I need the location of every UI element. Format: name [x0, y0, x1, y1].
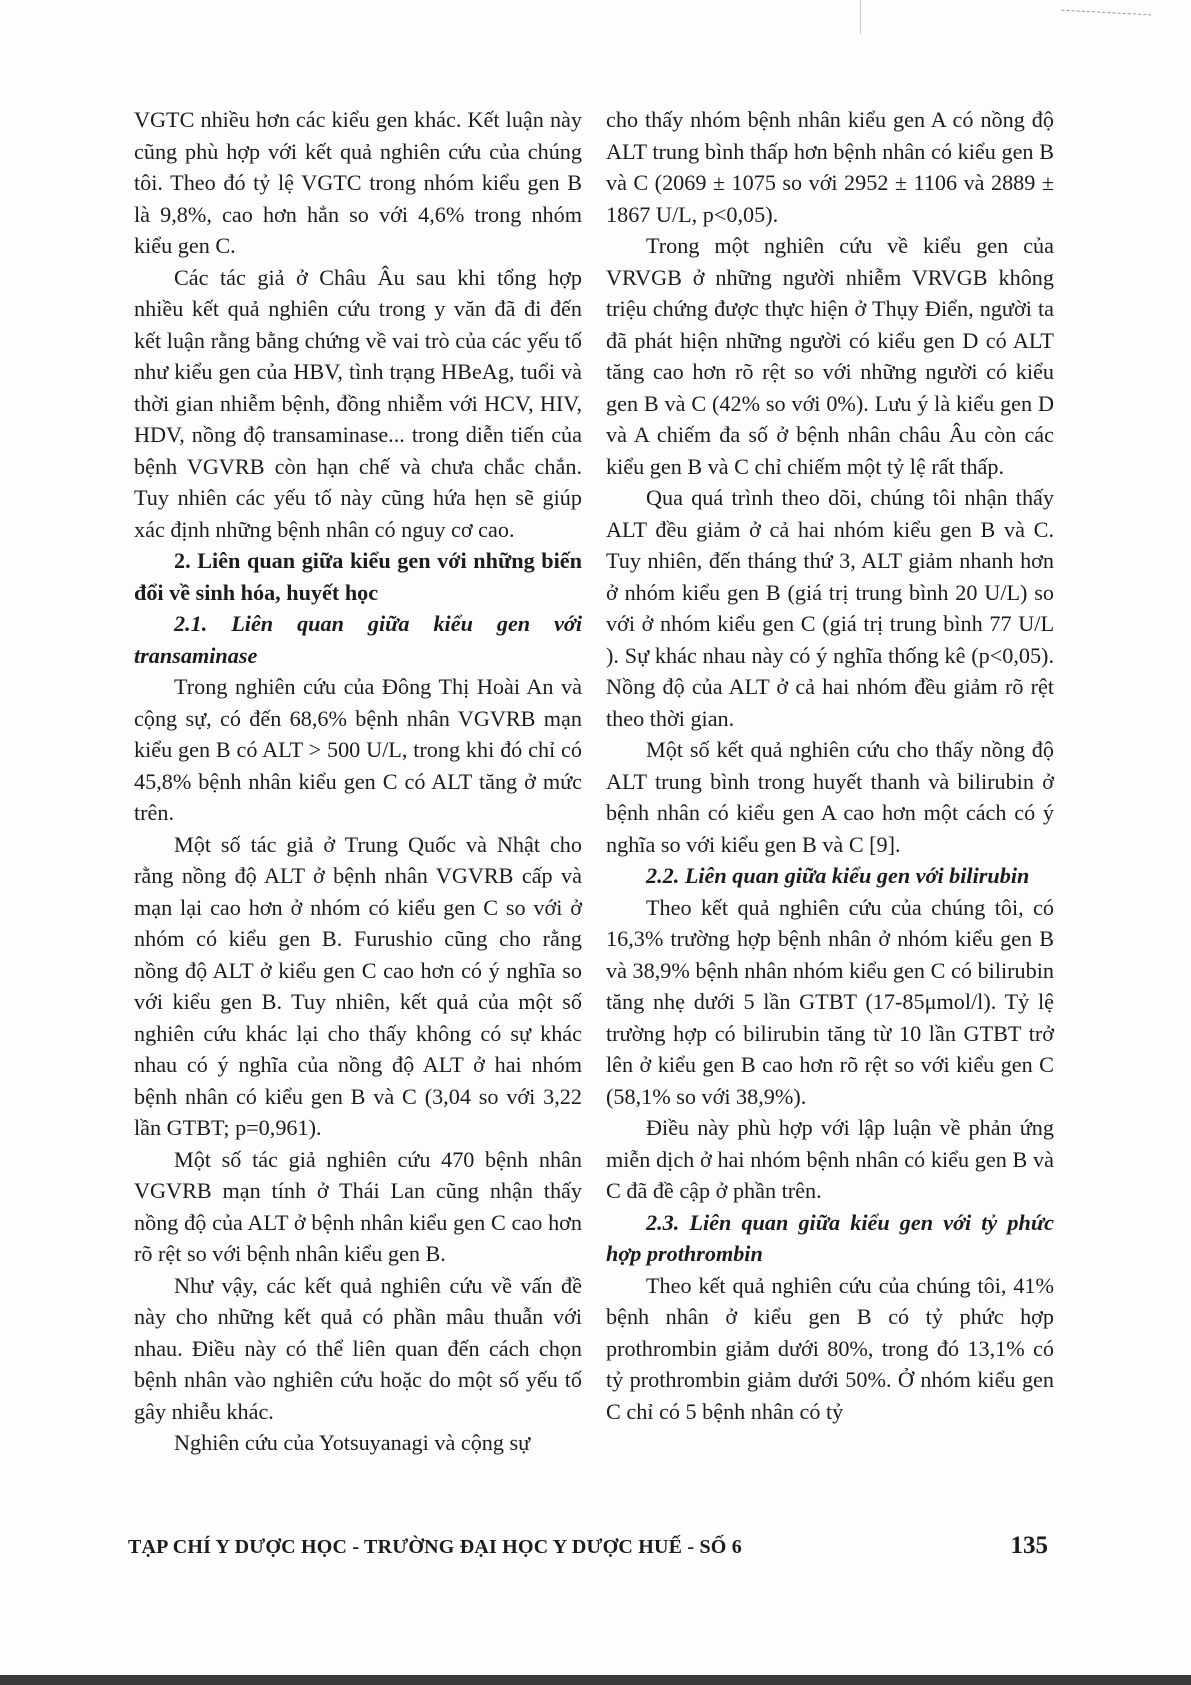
paragraph: Theo kết quả nghiên cứu của chúng tôi, 41% bệnh nhân ở kiểu gen B có tỷ phức hợp prothrombin giảm dưới 80%, trong đó 13,1% có tỷ prothrombin giảm dưới 50%. Ở nhóm kiểu gen C chỉ có 5 bệnh nhân có tỷ [606, 1272, 1054, 1424]
page-number: 135 [1010, 1532, 1048, 1559]
paragraph: Một số tác giả nghiên cứu 470 bệnh nhân VGVRB mạn tính ở Thái Lan cũng nhận thấy nồng độ của ALT ở bệnh nhân kiểu gen C cao hơn rõ rệt so với bệnh nhân kiểu gen B. [134, 1146, 582, 1266]
journal-title: TẠP CHÍ Y DƯỢC HỌC - TRƯỜNG ĐẠI HỌC Y DƯỢC HUẾ - SỐ 6 [128, 1536, 742, 1558]
paragraph: Trong một nghiên cứu về kiểu gen của VRVGB ở những người nhiễm VRVGB không triệu chứng được thực hiện ở Thụy Điển, người ta đã phát hiện những người có kiểu gen D có ALT tăng cao hơn rõ rệt so với những người có kiểu gen B và C (42% so với 0%). Lưu ý là kiểu gen D và A chiếm đa số ở bệnh nhân châu Âu còn các kiểu gen B và C chỉ chiếm một tỷ lệ rất thấp. [606, 233, 1054, 479]
paragraph: Theo kết quả nghiên cứu của chúng tôi, có 16,3% trường hợp bệnh nhân ở nhóm kiểu gen B và 38,9% bệnh nhân nhóm kiểu gen C có bilirubin tăng nhẹ dưới 5 lần GTBT (17-85μmol/l). Tỷ lệ trường hợp có bilirubin tăng từ 10 lần GTBT trở lên ở kiểu gen B cao hơn rõ rệt so với kiểu gen C (58,1% so với 38,9%). [606, 894, 1054, 1109]
subsection-heading: 2.3. Liên quan giữa kiểu gen với tỷ phức hợp prothrombin [606, 1209, 1054, 1266]
paragraph: Qua quá trình theo dõi, chúng tôi nhận thấy ALT đều giảm ở cả hai nhóm kiểu gen B và C. Tuy nhiên, đến tháng thứ 3, ALT giảm nhanh hơn ở nhóm kiểu gen B (giá trị trung bình 20 U/L) so với ở nhóm kiểu gen C (giá trị trung bình 77 U/L ). Sự khác nhau này có ý nghĩa thống kê (p<0,05). Nồng độ của ALT ở cả hai nhóm đều giảm rõ rệt theo thời gian. [606, 485, 1054, 731]
paragraph: cho thấy nhóm bệnh nhân kiểu gen A có nồng độ ALT trung bình thấp hơn bệnh nhân có kiểu gen B và C (2069 ± 1075 so với 2952 ± 1106 và 2889 ± 1867 U/L, p<0,05). [606, 107, 1054, 227]
paragraph: Các tác giả ở Châu Âu sau khi tổng hợp nhiều kết quả nghiên cứu trong y văn đã đi đến kết luận rằng bằng chứng về vai trò của các yếu tố như kiểu gen của HBV, tình trạng HBeAg, tuổi và thời gian nhiễm bệnh, đồng nhiễm với HCV, HIV, HDV, nồng độ transaminase... trong diễn tiến của bệnh VGVRB còn hạn chế và chưa chắc chắn. Tuy nhiên các yếu tố này cũng hứa hẹn sẽ giúp xác định những bệnh nhân có nguy cơ cao. [134, 264, 582, 542]
paragraph: Trong nghiên cứu của Đông Thị Hoài An và cộng sự, có đến 68,6% bệnh nhân VGVRB mạn kiểu gen B có ALT > 500 U/L, trong khi đó chỉ có 45,8% bệnh nhân kiểu gen C có ALT tăng ở mức trên. [134, 674, 582, 825]
paragraph: Điều này phù hợp với lập luận về phản ứng miễn dịch ở hai nhóm bệnh nhân có kiểu gen B và C đã đề cập ở phần trên. [606, 1115, 1054, 1203]
subsection-heading: 2.1. Liên quan giữa kiểu gen với transaminase [134, 611, 582, 668]
scan-bottom-edge [0, 1675, 1191, 1685]
subsection-heading: 2.2. Liên quan giữa kiểu gen với bilirubin [646, 863, 1030, 888]
right-column [606, 104, 1054, 1459]
paragraph: Như vậy, các kết quả nghiên cứu về vấn đề này cho những kết quả có phần mâu thuẫn với nhau. Điều này có thể liên quan đến cách chọn bệnh nhân vào nghiên cứu hoặc do một số yếu tố gây nhiễu khác. [134, 1272, 582, 1424]
paragraph: Một số kết quả nghiên cứu cho thấy nồng độ ALT trung bình trong huyết thanh và bilirubin ở bệnh nhân có kiểu gen A cao hơn một cách có ý nghĩa so với kiểu gen B và C [9]. [606, 737, 1054, 857]
paragraph: Nghiên cứu của Yotsuyanagi và cộng sự [174, 1430, 531, 1455]
section-heading: 2. Liên quan giữa kiểu gen với những biến đổi về sinh hóa, huyết học [134, 548, 582, 605]
article-body [134, 104, 1054, 1459]
page-footer [128, 1532, 1048, 1560]
scan-artifact-line [860, 0, 861, 34]
paragraph: VGTC nhiều hơn các kiểu gen khác. Kết luận này cũng phù hợp với kết quả nghiên cứu của chúng tôi. Theo đó tỷ lệ VGTC trong nhóm kiểu gen B là 9,8%, cao hơn hẳn so với 4,6% trong nhóm kiểu gen C. [134, 107, 582, 258]
left-column [134, 104, 582, 1459]
scan-artifact-mark [1061, 10, 1151, 26]
paragraph: Một số tác giả ở Trung Quốc và Nhật cho rằng nồng độ ALT ở bệnh nhân VGVRB cấp và mạn lại cao hơn ở nhóm có kiểu gen C so với ở nhóm có kiểu gen B. Furushio cũng cho rằng nồng độ ALT ở kiểu gen C cao hơn có ý nghĩa so với kiểu gen B. Tuy nhiên, kết quả của một số nghiên cứu khác lại cho thấy không có sự khác nhau có ý nghĩa của nồng độ ALT ở hai nhóm bệnh nhân có kiểu gen B và C (3,04 so với 3,22 lần GTBT; p=0,961). [134, 831, 582, 1140]
